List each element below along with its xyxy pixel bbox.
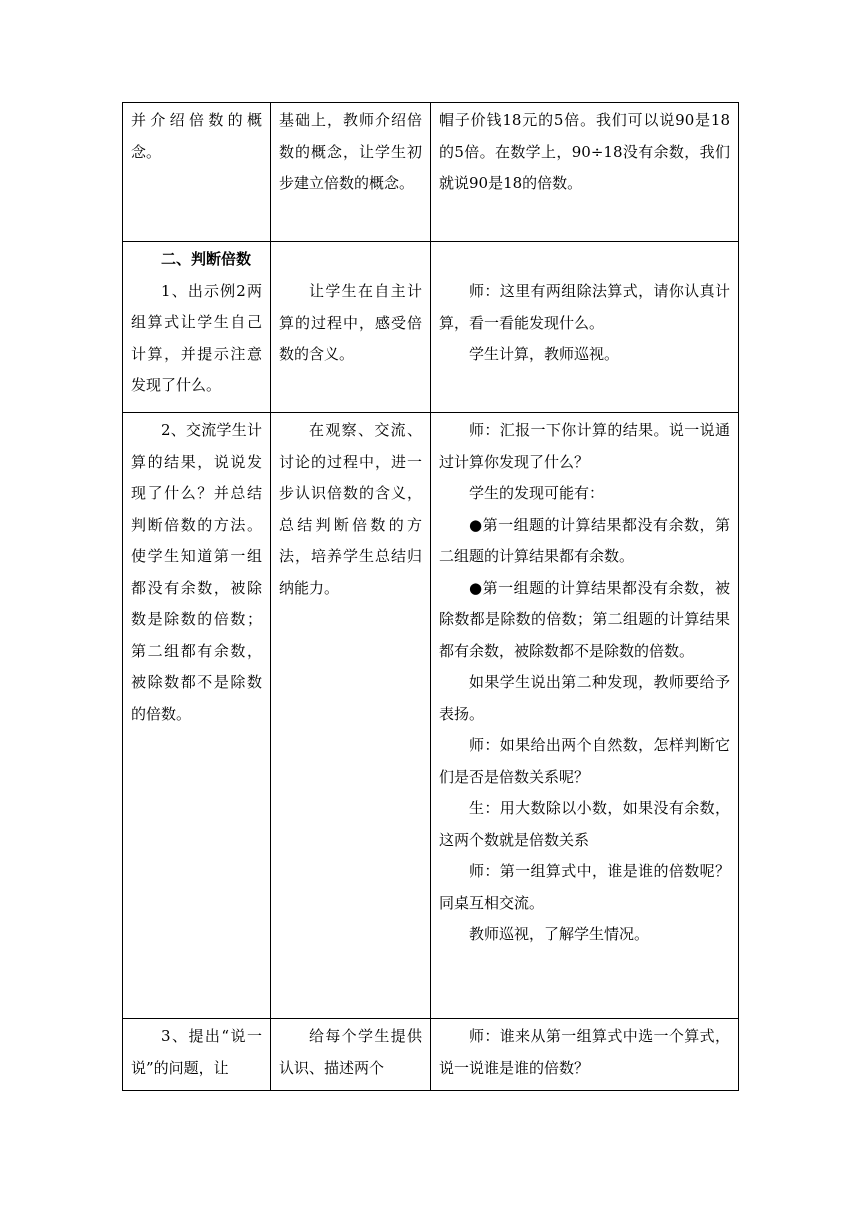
lesson-plan-table bbox=[122, 102, 739, 1091]
intent-cell bbox=[271, 103, 431, 242]
cell-text: 师：汇报一下你计算的结果。说一说通过计算你发现了什么？ bbox=[439, 421, 730, 471]
cell-text: 并介绍倍数的概念。 bbox=[131, 111, 262, 161]
process-cell bbox=[431, 103, 739, 242]
cell-text: ●第一组题的计算结果都没有余数，被除数都是除数的倍数；第二组题的计算结果都有余数，被除数都不是除数的倍数。 bbox=[439, 578, 730, 660]
cell-text: 基础上，教师介绍倍数的概念，让学生初步建立倍数的概念。 bbox=[279, 111, 422, 192]
intent-cell bbox=[271, 413, 431, 1019]
cell-text: 师：第一组算式中，谁是谁的倍数呢？同桌互相交流。 bbox=[439, 862, 730, 912]
intent-cell bbox=[271, 242, 431, 413]
table-row bbox=[123, 242, 739, 413]
cell-text: 3、提出“说一说”的问题，让 bbox=[131, 1027, 262, 1077]
goal-cell bbox=[123, 103, 271, 242]
cell-text: 生：用大数除以小数，如果没有余数，这两个数就是倍数关系 bbox=[439, 799, 730, 849]
cell-text: 在观察、交流、讨论的过程中，进一步认识倍数的含义，总结判断倍数的方法，培养学生总结归纳能力。 bbox=[279, 421, 422, 597]
cell-text: 师：如果给出两个自然数，怎样判断它们是否是倍数关系呢？ bbox=[439, 736, 730, 786]
intent-cell bbox=[271, 1019, 431, 1091]
cell-text: 学生计算，教师巡视。 bbox=[469, 345, 620, 363]
cell-text: 如果学生说出第二种发现，教师要给予表扬。 bbox=[439, 673, 730, 723]
cell-text: 学生的发现可能有： bbox=[469, 484, 605, 502]
cell-text: 师：谁来从第一组算式中选一个算式，说一说谁是谁的倍数？ bbox=[439, 1027, 730, 1077]
cell-text: 1、出示例2两组算式让学生自己计算，并提示注意发现了什么。 bbox=[131, 281, 262, 394]
cell-text: ●第一组题的计算结果都没有余数，第二组题的计算结果都有余数。 bbox=[439, 515, 730, 565]
table-row bbox=[123, 413, 739, 1019]
cell-text: 2、交流学生计算的结果，说说发现了什么？并总结判断倍数的方法。使学生知道第一组都没有余数，被除数是除数的倍数；第二组都有余数，被除数都不是除数的倍数。 bbox=[131, 421, 262, 723]
process-cell bbox=[431, 1019, 739, 1091]
cell-text: 帽子价钱18元的5倍。我们可以说90是18的5倍。在数学上，90÷18没有余数，我们就说90是18的倍数。 bbox=[439, 111, 730, 192]
goal-cell bbox=[123, 1019, 271, 1091]
cell-text: 师：这里有两组除法算式，请你认真计算，看一看能发现什么。 bbox=[439, 282, 730, 332]
cell-text: 给每个学生提供认识、描述两个 bbox=[279, 1027, 422, 1077]
table-row bbox=[123, 1019, 739, 1091]
goal-cell bbox=[123, 242, 271, 413]
section-heading: 二、判断倍数 bbox=[161, 250, 252, 268]
goal-cell bbox=[123, 413, 271, 1019]
table-row bbox=[123, 103, 739, 242]
cell-text: 让学生在自主计算的过程中，感受倍数的含义。 bbox=[279, 282, 422, 363]
process-cell bbox=[431, 242, 739, 413]
cell-text: 教师巡视，了解学生情况。 bbox=[469, 925, 650, 943]
process-cell bbox=[431, 413, 739, 1019]
